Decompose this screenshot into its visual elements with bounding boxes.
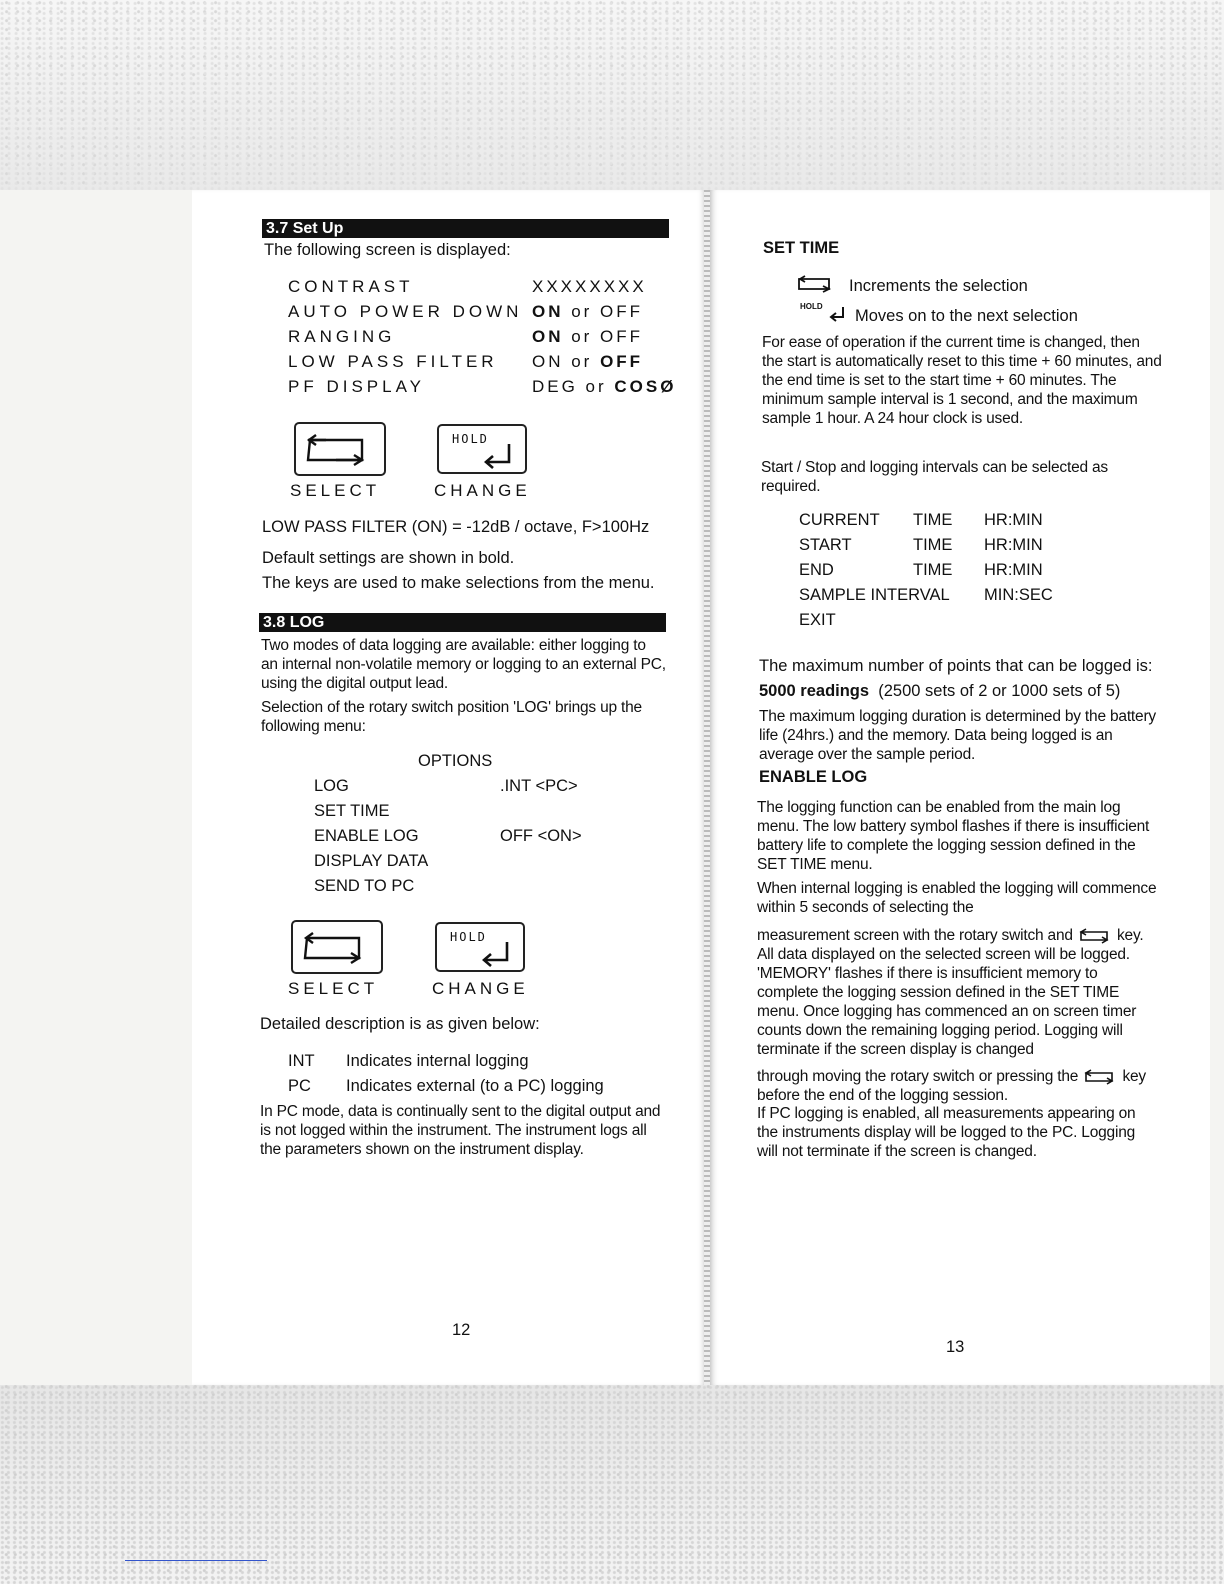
definition-description: Indicates external (to a PC) logging xyxy=(346,1077,604,1095)
setting-name: RANGING xyxy=(288,327,396,346)
setting-name: AUTO POWER DOWN xyxy=(288,302,523,321)
select-key[interactable] xyxy=(294,422,386,476)
time-table-cell: HR:MIN xyxy=(984,561,1043,579)
time-table-cell: END xyxy=(799,561,834,579)
time-table-cell: HR:MIN xyxy=(984,536,1043,554)
change-key-label-2: CHANGE xyxy=(432,979,529,998)
scan-background-bottom xyxy=(0,1385,1224,1584)
setting-name: PF DISPLAY xyxy=(288,377,425,396)
max-points-text: The maximum number of points that can be logged is: xyxy=(759,657,1153,675)
cycle-arrow-icon xyxy=(296,424,384,474)
hold-enter-key[interactable] xyxy=(437,424,527,474)
internal-paragraph-3 xyxy=(757,1067,1159,1105)
setting-value: ON or OFF xyxy=(532,302,644,321)
filter-note: LOW PASS FILTER (ON) = -12dB / octave, F>100Hz xyxy=(262,518,650,536)
pc-mode-paragraph: In PC mode, data is continually sent to the digital output and is not logged within the instrument. The instrument logs all the parameters shown on the instrument display. xyxy=(260,1103,661,1158)
scan-artifact-line xyxy=(125,1560,267,1561)
setting-name: CONTRAST xyxy=(288,277,414,296)
default-note: Default settings are shown in bold. xyxy=(262,549,515,567)
menu-item: SET TIME xyxy=(314,802,390,820)
definition-description: Indicates internal logging xyxy=(346,1052,529,1070)
menu-item-value: OFF <ON> xyxy=(500,827,582,845)
setting-value: ON or OFF xyxy=(532,352,644,371)
time-table-cell: HR:MIN xyxy=(984,511,1043,529)
internal-text-2a: measurement screen with the rotary switch and xyxy=(757,927,1073,944)
time-table-cell: START xyxy=(799,536,852,554)
time-table-cell: TIME xyxy=(913,536,953,554)
time-table-cell: TIME xyxy=(913,511,953,529)
section-heading-3-7: 3.7 Set Up xyxy=(262,219,669,238)
menu-item: SEND TO PC xyxy=(314,877,415,895)
cycle-arrow-icon xyxy=(795,274,835,294)
enable-paragraph: The logging function can be enabled from the main log menu. The low battery symbol flashes if there is insufficient battery life to complete the logging session defined in the SET TIME menu. xyxy=(757,799,1150,873)
log-intro: Two modes of data logging are available: either logging to an internal non-volatile memory or logging to an external PC, using the digital output lead. xyxy=(261,637,666,692)
select-key-label-2: SELECT xyxy=(288,979,379,998)
increments-text: Increments the selection xyxy=(849,277,1028,295)
menu-item: ENABLE LOG xyxy=(314,827,419,845)
setup-intro: The following screen is displayed: xyxy=(264,241,511,259)
enter-arrow-icon xyxy=(479,440,519,470)
change-key-label: CHANGE xyxy=(434,481,531,500)
hold-key-label: HOLD xyxy=(452,432,489,446)
cycle-arrow-icon xyxy=(1082,1069,1118,1085)
set-time-heading: SET TIME xyxy=(763,239,840,257)
select-key-2[interactable] xyxy=(291,920,383,974)
setting-name: LOW PASS FILTER xyxy=(288,352,498,371)
start-stop-paragraph: Start / Stop and logging intervals can be selected as required. xyxy=(761,459,1108,495)
internal-paragraph-1: When internal logging is enabled the logging will commence within 5 seconds of selecting the xyxy=(757,880,1157,916)
time-table-cell: MIN:SEC xyxy=(984,586,1053,604)
hold-key-label: HOLD xyxy=(450,930,487,944)
hold-enter-key-2[interactable] xyxy=(435,922,525,972)
internal-paragraph-2 xyxy=(757,926,1159,1059)
internal-text-3a: through moving the rotary switch or pressing the xyxy=(757,1068,1079,1085)
definition-term: INT xyxy=(288,1052,315,1070)
log-selection-text: Selection of the rotary switch position 'LOG' brings up the following menu: xyxy=(261,699,642,735)
readings-line xyxy=(759,682,1120,701)
page-number-left: 12 xyxy=(452,1321,471,1339)
definition-term: PC xyxy=(288,1077,311,1095)
setting-value: XXXXXXXX xyxy=(532,277,647,296)
enter-arrow-icon xyxy=(477,938,517,968)
ease-paragraph: For ease of operation if the current time is changed, then the start is automatically reset to this time + 60 minutes, and the end time is set to the start time + 60 minutes. The minimum sample interval is 1 second, and the maximum sample 1 hour. A 24 hour clock is used. xyxy=(762,334,1162,427)
readings-bold: 5000 readings xyxy=(759,682,870,700)
enter-arrow-icon xyxy=(828,305,848,323)
cycle-arrow-icon xyxy=(293,922,381,972)
detail-intro: Detailed description is as given below: xyxy=(260,1015,540,1033)
readings-rest: (2500 sets of 2 or 1000 sets of 5) xyxy=(878,682,1121,700)
next-selection-text: Moves on to the next selection xyxy=(855,307,1078,325)
scan-background-top xyxy=(0,0,1224,190)
setting-value: DEG or COSØ xyxy=(532,377,677,396)
select-key-label: SELECT xyxy=(290,481,381,500)
internal-text-3b: key before the end of the logging session. xyxy=(757,1068,1146,1104)
time-table-cell: EXIT xyxy=(799,611,836,629)
time-table-cell: TIME xyxy=(913,561,953,579)
page-number-right: 13 xyxy=(946,1338,965,1356)
cycle-arrow-icon xyxy=(1077,928,1113,944)
menu-item-value: .INT <PC> xyxy=(500,777,578,795)
pc-logging-paragraph: If PC logging is enabled, all measurements appearing on the instruments display will be logged to the PC. Logging will not terminate if the screen is changed. xyxy=(757,1105,1136,1160)
menu-item: DISPLAY DATA xyxy=(314,852,429,870)
menu-item: LOG xyxy=(314,777,349,795)
hold-small-label: HOLD xyxy=(800,302,823,311)
duration-paragraph: The maximum logging duration is determined by the battery life (24hrs.) and the memory. Data being logged is an average over the sample period. xyxy=(759,708,1156,763)
options-title: OPTIONS xyxy=(418,752,493,770)
enable-log-heading: ENABLE LOG xyxy=(759,768,868,786)
time-table-cell: SAMPLE INTERVAL xyxy=(799,586,950,604)
time-table-cell: CURRENT xyxy=(799,511,880,529)
section-heading-3-8: 3.8 LOG xyxy=(259,613,666,632)
setting-value: ON or OFF xyxy=(532,327,644,346)
internal-text-2b: key. All data displayed on the selected screen will be logged. 'MEMORY' flashes if there is insufficient memory to complete the logging session defined in the SET TIME menu. Once logging has commenced an on screen timer counts down the remaining logging period. Logging will terminate if the screen display is changed xyxy=(757,927,1144,1058)
keys-note: The keys are used to make selections from the menu. xyxy=(262,574,655,592)
